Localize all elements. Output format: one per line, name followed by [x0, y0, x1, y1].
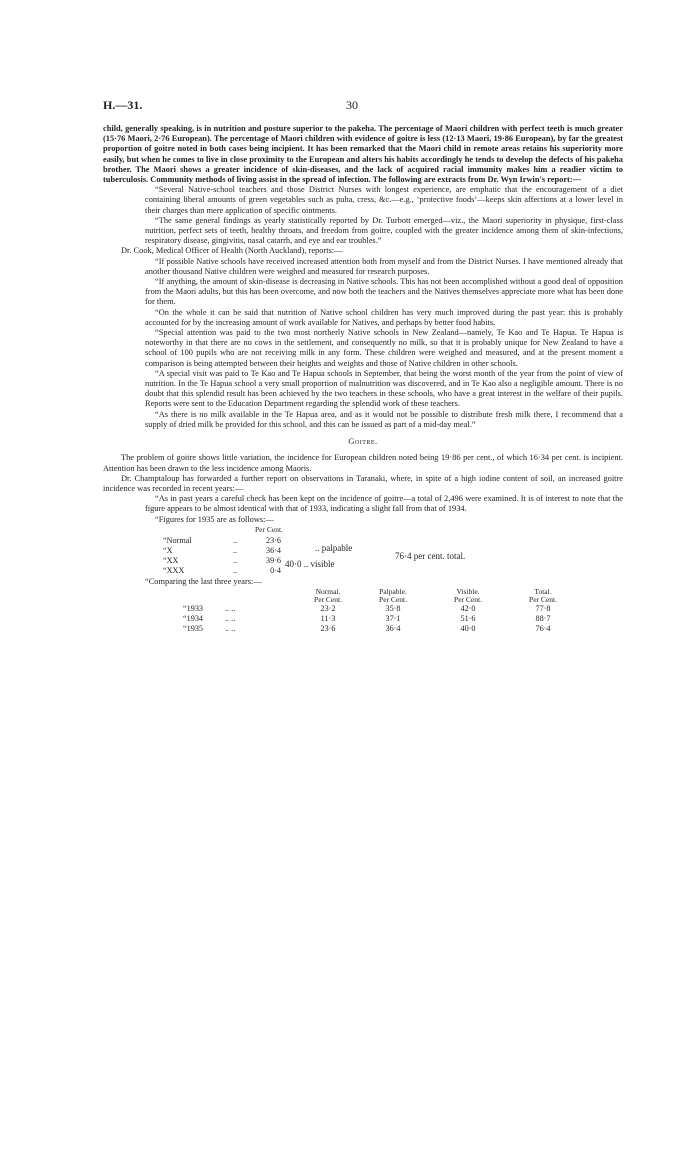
visible-sum-note: 40·0 .. visible: [285, 558, 335, 569]
cell: 23·6: [320, 623, 336, 633]
cell: 51·6: [460, 613, 476, 623]
leader-dots: ..: [233, 555, 238, 565]
cell: 88·7: [535, 613, 551, 623]
row-value: 36·4: [265, 545, 281, 555]
report-reference: H.—31.: [103, 98, 143, 112]
quote-paragraph: “As in past years a careful check has been kept on the incidence of goitre—a total of 2,496 were examined. It is of interest to note that the figure appears to be almost identical with that of 1933, indicating a slight fall from that of 1934.: [145, 494, 623, 514]
three-years-table: [163, 587, 623, 631]
column-header: Palpable.: [379, 586, 407, 596]
leader-dots: ..: [233, 535, 238, 545]
quote-paragraph: “Several Native-school teachers and those District Nurses with longest experience, are emphatic that the encouragement of a diet containing liberal amounts of green vegetables such as puha, cress, &c.—e.g., ‘protective foods’—keeps skin affections at a lower level in their charges than mere application of specific ointments.: [145, 185, 623, 215]
quote-paragraph: “The same general findings as yearly statistically reported by Dr. Turbott emerged—viz., the Maori superiority in physique, first-class nutrition, perfect sets of teeth, healthy throats, and freedom from goitre, coupled with the greater incidence among them of skin-infections, respiratory disease, gingivitis, nasal catarrh, and eye and ear troubles.”: [145, 215, 623, 246]
paragraph-intro: child, generally speaking, is in nutrition and posture superior to the pakeha. The percentage of Maori children with perfect teeth is much greater (15·76 Maori, 2·76 European). The percentage of Maori children with evidence of goitre is less (12·13 Maori, 19·86 European), by far the greatest proportion of goitre noted in both cases being incipient. It has been remarked that the Maori child in remote areas retains his superiority more easily, but when he comes to live in close proximity to the European and alters his habits accordingly he tends to develop the defects of his pakeha brother. The Maori shows a greater incidence of skin-diseases, and the lack of acquired racial immunity makes him a readier victim to tuberculosis. Community methods of living assist in the spread of infection. The following are extracts from Dr. Wyn Irwin's report:—: [103, 124, 623, 185]
figures-1935-table: [163, 525, 623, 577]
leader-dots: ..: [233, 565, 238, 575]
row-label: “Normal: [163, 535, 192, 545]
row-label: “XXX: [163, 565, 185, 575]
row-value: 39·6: [265, 555, 281, 565]
row-label: “X: [163, 545, 173, 555]
paragraph: The problem of goitre shows little variation, the incidence for European children noted being 19·86 per cent., of which 16·34 per cent. is incipient. Attention has been drawn to the less incidence among Maoris.: [103, 453, 623, 473]
column-header: Total.: [534, 586, 552, 596]
column-unit: Per Cent.: [379, 594, 407, 604]
cell: 40·0: [460, 623, 476, 633]
quote-paragraph: “A special visit was paid to Te Kao and Te Hapua schools in September, that being the worst month of the year from the point of view of nutrition. In the Te Hapua school a very small proportion of malnutrition was discovered, and in Te Kao also a negligible amount. There is no doubt that this splendid result has been achieved by the two teachers in these schools, who have a great interest in the welfare of their pupils. Reports were sent to the Education Department regarding the splendid work of these teachers.: [145, 368, 623, 409]
cell: 23·2: [320, 603, 336, 613]
page-number: 30: [346, 98, 358, 112]
quote-paragraph: “As there is no milk available in the Te Hapua area, and as it would not be possible to distribute fresh milk there, I recommend that a supply of dried milk be provided for this school, and this can be issued as part of a mid-day meal.”: [145, 409, 623, 429]
cell: 77·8: [535, 603, 551, 613]
palpable-note: .. palpable: [315, 542, 353, 553]
quote-paragraph: “On the whole it can be said that nutrition of Native school children has very much improved during the past year: this is probably accounted for by the increasing amount of work available for Natives, and perhaps by better food habits.: [145, 307, 623, 327]
document-body: [103, 124, 623, 631]
paragraph: Dr. Cook, Medical Officer of Health (North Auckland), reports:—: [121, 246, 343, 256]
row-label: “XX: [163, 555, 179, 565]
quote-paragraph: “If possible Native schools have received increased attention both from myself and from the District Nurses. I have mentioned already that another thousand Native children were weighed and measured for research purposes.: [145, 256, 623, 276]
cell: 11·3: [320, 613, 336, 623]
row-value: 0·4: [270, 565, 281, 575]
leader-dots: .. ..: [225, 613, 236, 623]
cell: 35·8: [385, 603, 401, 613]
leader-dots: .. ..: [225, 603, 236, 613]
section-heading-goitre: Goitre.: [348, 437, 378, 447]
column-unit: Per Cent.: [529, 594, 557, 604]
column-unit: Per Cent.: [454, 594, 482, 604]
cell: 36·4: [385, 623, 401, 633]
total-note: 76·4 per cent. total.: [395, 550, 466, 561]
row-year: “1934: [183, 613, 204, 623]
quote-paragraph: “Special attention was paid to the two most northerly Native schools in New Zealand—namely, Te Kao and Te Hapua. Te Hapua is noteworthy in that there are no cows in the settlement, and consequently no milk, so that it is probably unique for New Zealand to have a school of 100 pupils who are not receiving milk in any form. These children were weighed and measured, and at the present moment a comparison is being attempted between their heights and weights and those of Native children in other schools.: [145, 328, 623, 368]
column-unit: Per Cent.: [314, 594, 342, 604]
cell: 42·0: [460, 603, 476, 613]
quote-paragraph: “Comparing the last three years:—: [145, 576, 262, 586]
column-header: Normal.: [315, 586, 341, 596]
column-header: Visible.: [456, 586, 480, 596]
leader-dots: .. ..: [225, 623, 236, 633]
cell: 76·4: [535, 623, 551, 633]
row-value: 23·6: [265, 535, 281, 545]
quote-paragraph: “If anything, the amount of skin-disease is decreasing in Native schools. This has not been accomplished without a good deal of opposition from the Maori adults, but this has been overcome, and now both the teachers and the Natives themselves appreciate more what has been done for them.: [145, 277, 623, 307]
leader-dots: ..: [233, 545, 238, 555]
table-header: Per Cent.: [255, 524, 283, 534]
paragraph: Dr. Champtaloup has forwarded a further report on observations in Taranaki, where, in spite of a high iodine content of soil, an increased goitre incidence was recorded in recent years:—: [103, 473, 623, 493]
quote-paragraph: “Figures for 1935 are as follows:—: [155, 514, 274, 524]
row-year: “1935: [183, 623, 204, 633]
row-year: “1933: [183, 603, 204, 613]
cell: 37·1: [385, 613, 401, 623]
